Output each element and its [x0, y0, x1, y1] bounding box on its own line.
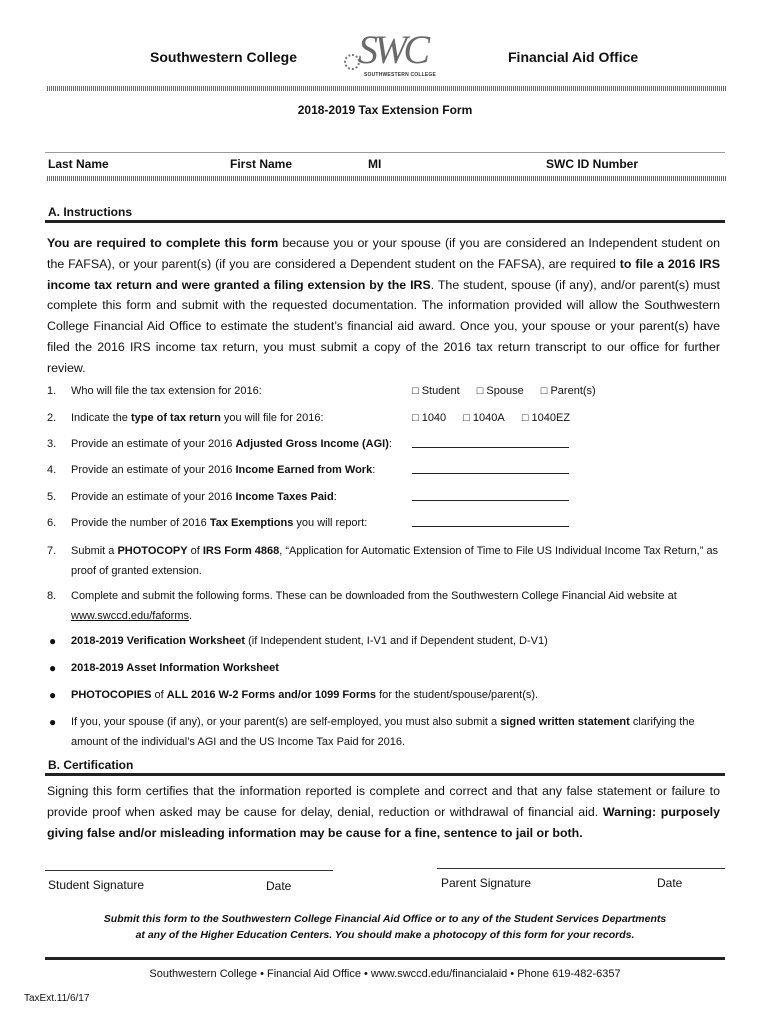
checkbox-spouse[interactable]: □ Spouse: [476, 385, 524, 397]
question-number: 4.: [47, 464, 57, 476]
section-b-rule: [45, 773, 725, 776]
name-field-line: [45, 152, 725, 153]
swc-logo: [340, 28, 440, 80]
question-text: Provide the number of 2016 Tax Exemptions you will report:: [71, 517, 368, 529]
question-text: Provide an estimate of your 2016 Income Taxes Paid:: [71, 491, 337, 503]
parent-signature-line[interactable]: [437, 868, 725, 869]
submit-instructions: [0, 911, 770, 943]
submit-line-1: Submit this form to the Southwestern College Financial Aid Office or to any of the Student Services Departments: [103, 913, 667, 925]
item-number: 8.: [47, 590, 57, 602]
bullet-icon: ●: [49, 715, 57, 729]
bullet-icon: ●: [49, 661, 57, 675]
checkbox-student[interactable]: □ Student: [412, 385, 460, 397]
checkbox-1040a[interactable]: □ 1040A: [463, 412, 505, 424]
item-text: Submit a PHOTOCOPY of IRS Form 4868, “Application for Automatic Extension of Time to File US Individual Income Tax Return,” as proof of granted extension.: [71, 545, 719, 577]
form-title: 2018-2019 Tax Extension Form: [297, 103, 473, 117]
submit-line-2: at any of the Higher Education Centers. You should make a photocopy of this form for your records.: [135, 929, 635, 941]
parent-signature-label: Parent Signature: [441, 876, 532, 890]
return-type-options: [412, 409, 584, 427]
item-number: 7.: [47, 545, 57, 557]
instructions-paragraph: [47, 233, 720, 379]
instructions-text-1: because you or your spouse (if you are considered an Independent student on the FAFSA), or your parent(s) (if you are considered a Dependent student on the FAFSA), are required: [47, 236, 720, 271]
mi-label: MI: [368, 157, 382, 171]
item-8: [47, 586, 727, 626]
bullet-self-employed: ● If you, your spouse (if any), or your parent(s) are self-employed, you must also submit a signed written statement clarifying the amount of the individual’s AGI and the US Income Tax Paid for 2016.: [47, 712, 727, 752]
first-name-label: First Name: [230, 157, 293, 171]
item-text: Complete and submit the following forms. These can be downloaded from the Southwestern College Financial Aid website at www.swccd.edu/faforms.: [71, 590, 677, 622]
question-number: 5.: [47, 491, 57, 503]
bullet-icon: ●: [49, 688, 57, 702]
checkbox-1040ez[interactable]: □ 1040EZ: [521, 412, 571, 424]
certification-text: Signing this form certifies that the information reported is complete and correct and that any false statement or failure to provide proof when asked may be cause for delay, denial, reduction or withdrawal of financial aid.: [47, 784, 720, 819]
taxes-paid-input-line[interactable]: [412, 488, 569, 501]
question-number: 1.: [47, 385, 57, 397]
instructions-bold-2: to file a 2016 IRS income tax return and were granted a filing extension by the IRS: [47, 256, 720, 292]
logo-subtitle: SOUTHWESTERN COLLEGE: [364, 72, 437, 78]
checkbox-parents[interactable]: □ Parent(s): [540, 385, 596, 397]
student-signature-label: Student Signature: [48, 878, 145, 892]
question-text: Provide an estimate of your 2016 Income Earned from Work:: [71, 464, 376, 476]
instructions-bold-1: You are required to complete this form: [47, 236, 279, 250]
certification-paragraph: [47, 781, 720, 844]
question-text: Who will file the tax extension for 2016:: [71, 385, 262, 397]
swc-id-label: SWC ID Number: [546, 157, 639, 171]
student-date-label: Date: [266, 879, 292, 893]
instructions-text-2: . The student, spouse (if any), and/or parent(s) must complete this form and submit with the requested documentation. The information provided will allow the Southwestern College Financial Aid Office to estimate the student’s financial aid award. Once you, your spouse or your parent(s) have filed the 2016 IRS income tax return, you must submit a copy of the 2016 tax return transcript to our office for further review.: [47, 277, 720, 375]
question-text: Indicate the type of tax return you will file for 2016:: [71, 412, 324, 424]
section-a-rule: [45, 220, 725, 223]
header-divider: [47, 86, 727, 91]
question-number: 6.: [47, 517, 57, 529]
section-b-title: B. Certification: [48, 758, 134, 772]
last-name-label: Last Name: [48, 157, 109, 171]
question-number: 2.: [47, 412, 57, 424]
question-text: Provide an estimate of your 2016 Adjusted Gross Income (AGI):: [71, 438, 392, 450]
logo-letters: SWC: [358, 27, 426, 72]
student-signature-line[interactable]: [45, 870, 333, 871]
college-name: Southwestern College: [150, 49, 298, 65]
income-work-input-line[interactable]: [412, 461, 569, 474]
footer-rule: [45, 957, 725, 960]
office-name: Financial Aid Office: [508, 49, 639, 65]
parent-date-label: Date: [657, 876, 683, 890]
section-a-title: A. Instructions: [48, 205, 133, 219]
item-7: [47, 541, 727, 581]
faforms-link[interactable]: www.swccd.edu/faforms: [71, 610, 189, 622]
checkbox-1040[interactable]: □ 1040: [412, 412, 447, 424]
filer-options: [412, 382, 610, 400]
footer-contact: Southwestern College • Financial Aid Office • www.swccd.edu/financialaid • Phone 619-482-6357: [149, 968, 621, 980]
agi-input-line[interactable]: [412, 435, 569, 448]
fields-divider: [47, 176, 727, 181]
certification-warning: Warning: purposely giving false and/or misleading information may be cause for a fine, sentence to jail or both.: [47, 805, 720, 840]
exemptions-input-line[interactable]: [412, 514, 569, 527]
bullet-icon: ●: [49, 634, 57, 648]
revision-code: TaxExt.11/6/17: [24, 993, 90, 1004]
question-number: 3.: [47, 438, 57, 450]
